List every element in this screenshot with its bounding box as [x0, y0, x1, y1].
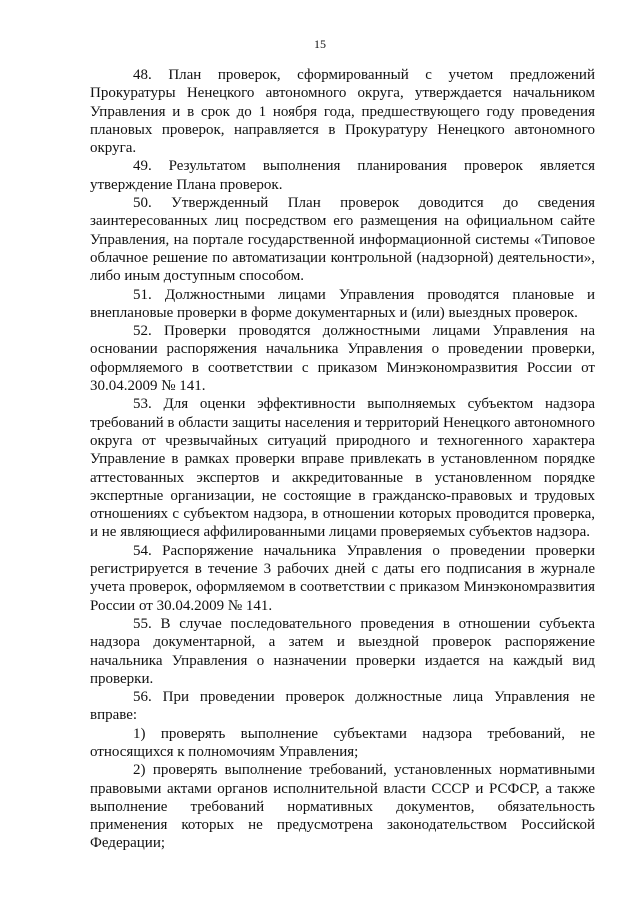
list-item-1: 1) проверять выполнение субъектами надзора требований, не относящихся к полномочиям Управления; — [90, 725, 595, 760]
paragraph-55: 55. В случае последовательного проведения в отношении субъекта надзора документарной, а затем и выездной проверок распоряжение начальника Управления о назначении проверки издается на каждый вид проверки. — [90, 615, 595, 687]
paragraph-51: 51. Должностными лицами Управления проводятся плановые и внеплановые проверки в форме документарных и (или) выездных проверок. — [90, 286, 595, 321]
paragraph-53: 53. Для оценки эффективности выполняемых субъектом надзора требований в области защиты населения и территорий Ненецкого автономного округа от чрезвычайных ситуаций природного и техногенного характера Управление в рамках проверки вправе привлекать в установленном порядке аттестованных экспертов и аккредитованные в установленном порядке экспертные организации, не состоящие в гражданско-правовых и трудовых отношениях с субъектом надзора, в отношении которых проводится проверка, и не являющиеся аффилированными лицами проверяемых субъектов надзора. — [90, 396, 595, 541]
paragraph-56: 56. При проведении проверок должностные лица Управления не вправе: — [90, 689, 595, 724]
paragraph-49: 49. Результатом выполнения планирования проверок является утверждение Плана проверок. — [90, 158, 595, 193]
paragraph-48: 48. План проверок, сформированный с учетом предложений Прокуратуры Ненецкого автономного округа, утверждается начальником Управления и в срок до 1 ноября года, предшествующего году проведения плановых проверок, направляется в Прокуратуру Ненецкого автономного округа. — [90, 67, 595, 157]
document-body — [90, 66, 595, 853]
list-item-2: 2) проверять выполнение требований, установленных нормативными правовыми актами органов исполнительной власти СССР и РСФСР, а также выполнение требований нормативных документов, обязательность применения которых не предусмотрена законодательством Российской Федерации; — [90, 762, 595, 852]
paragraph-50: 50. Утвержденный План проверок доводится до сведения заинтересованных лиц посредством его размещения на официальном сайте Управления, на портале государственной информационной системы «Типовое облачное решение по автоматизации контрольной (надзорной) деятельности», либо иным доступным способом. — [90, 195, 595, 285]
page-number: 15 — [314, 37, 326, 51]
paragraph-54: 54. Распоряжение начальника Управления о проведении проверки регистрируется в течение 3 рабочих дней с даты его подписания в журнале учета проверок, оформляемом в соответствии с приказом Минэкономразвития России от 30.04.2009 № 141. — [90, 542, 595, 614]
paragraph-52: 52. Проверки проводятся должностными лицами Управления на основании распоряжения начальника Управления о проведении проверки, оформляемого в соответствии с приказом Минэкономразвития России от 30.04.2009 № 141. — [90, 323, 595, 395]
